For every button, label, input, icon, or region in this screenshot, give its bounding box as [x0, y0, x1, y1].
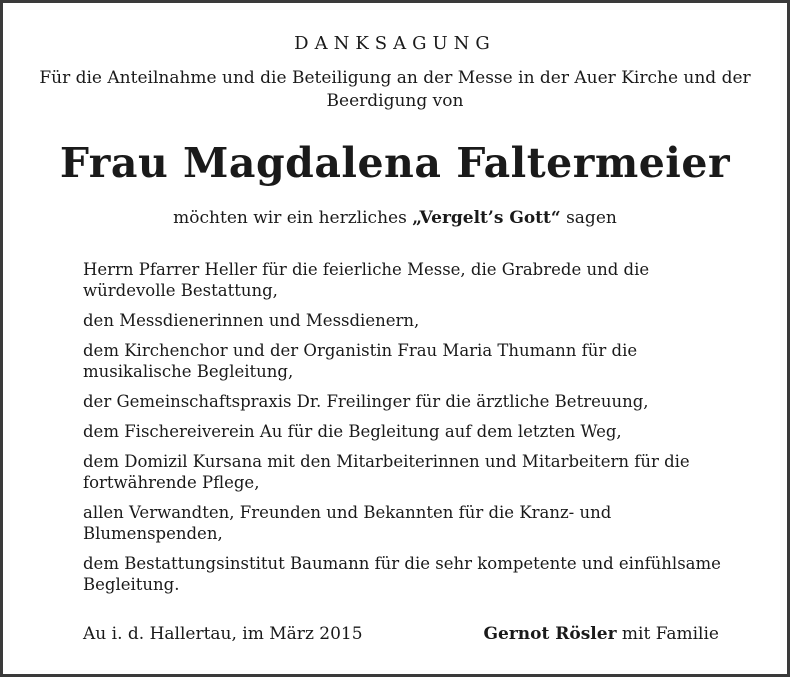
signer-suffix: mit Familie	[616, 624, 719, 644]
thanks-before: möchten wir ein herzliches	[173, 208, 413, 228]
list-item: der Gemeinschaftspraxis Dr. Freilinger für die ärztliche Betreuung,	[83, 392, 649, 411]
deceased-name: Frau Magdalena Faltermeier	[59, 139, 731, 187]
notice-intro: Für die Anteilnahme und die Beteiligung an der Messe in der Auer Kirche und der Beerdigung von	[39, 68, 751, 111]
thanks-line	[3, 207, 787, 230]
place-date: Au i. d. Hallertau, im März 2015	[83, 624, 363, 644]
thanks-phrase: „Vergelt’s Gott“	[412, 208, 561, 228]
notice-heading: DANKSAGUNG	[294, 33, 496, 54]
list-item: dem Fischereiverein Au für die Begleitung auf dem letzten Weg,	[83, 422, 622, 441]
list-item: dem Domizil Kursana mit den Mitarbeiterinnen und Mitarbeitern für die fortwährende Pflege,	[83, 452, 690, 492]
thanks-list	[83, 259, 733, 604]
list-item: dem Bestattungsinstitut Baumann für die sehr kompetente und einfühlsame Begleitung.	[83, 554, 721, 594]
signer-name: Gernot Rösler	[483, 624, 617, 644]
list-item: den Messdienerinnen und Messdienern,	[83, 311, 420, 330]
signer	[484, 623, 720, 645]
thanks-after: sagen	[560, 208, 617, 228]
list-item: Herrn Pfarrer Heller für die feierliche Messe, die Grabrede und die würdevolle Bestattung,	[83, 260, 650, 300]
list-item: dem Kirchenchor und der Organistin Frau Maria Thumann für die musikalische Begleitung,	[83, 341, 638, 381]
list-item: allen Verwandten, Freunden und Bekannten für die Kranz- und Blumenspenden,	[83, 503, 612, 543]
